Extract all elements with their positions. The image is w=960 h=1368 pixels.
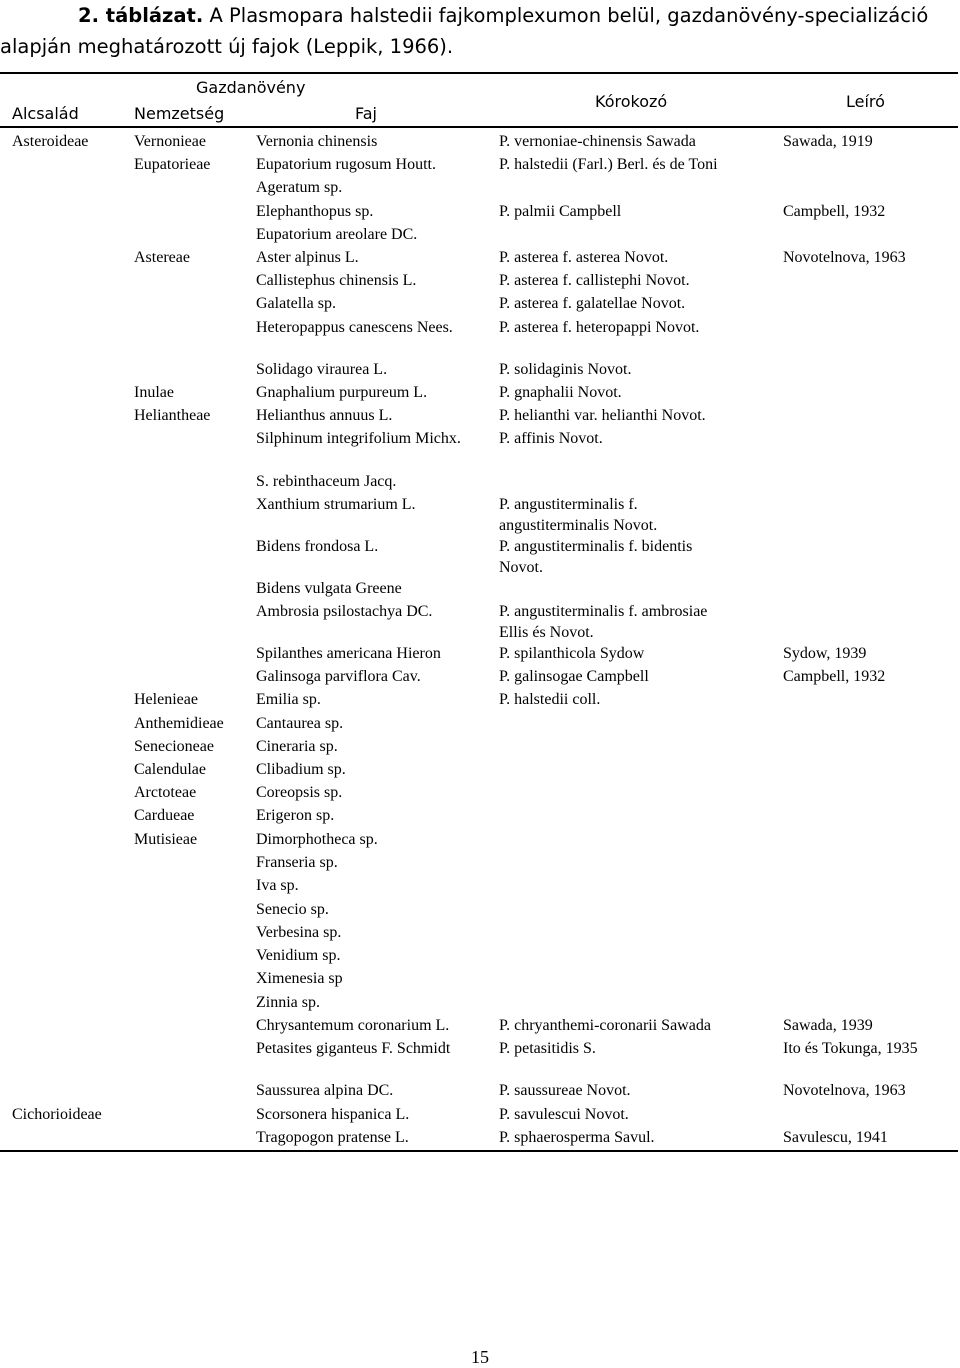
caption-line-1: A Plasmopara halstedii fajkomplexumon belül, gazdanövény-specializáció <box>209 4 929 27</box>
cell-korokozo: P. galinsogae Campbell <box>499 668 649 685</box>
cell-faj: Scorsonera hispanica L. <box>256 1106 410 1123</box>
cell-korokozo: P. asterea f. callistephi Novot. <box>499 272 690 289</box>
cell-nemzetseg: Arctoteae <box>134 784 197 801</box>
cell-nemzetseg: Calendulae <box>134 761 206 778</box>
cell-nemzetseg: Vernonieae <box>134 133 206 150</box>
cell-faj: S. rebinthaceum Jacq. <box>256 473 397 490</box>
cell-faj: Iva sp. <box>256 877 299 894</box>
cell-faj: Emilia sp. <box>256 691 321 708</box>
cell-faj: Solidago viraurea L. <box>256 361 388 378</box>
cell-faj: Eupatorium rugosum Houtt. <box>256 156 436 173</box>
cell-faj: Senecio sp. <box>256 901 329 918</box>
cell-faj: Vernonia chinensis <box>256 133 378 150</box>
top-rule <box>0 72 958 74</box>
cell-korokozo: P. palmii Campbell <box>499 203 622 220</box>
cell-korokozo: P. asterea f. heteropappi Novot. <box>499 319 700 336</box>
cell-nemzetseg: Astereae <box>134 249 190 266</box>
cell-korokozo: P. angustiterminalis f. bidentis Novot. <box>499 538 693 576</box>
cell-korokozo: P. sphaerosperma Savul. <box>499 1129 655 1146</box>
cell-nemzetseg: Heliantheae <box>134 407 211 424</box>
cell-alcsalad: Asteroideae <box>12 133 89 150</box>
cell-leiro: Novotelnova, 1963 <box>783 1082 906 1099</box>
cell-korokozo: P. petasitidis S. <box>499 1040 596 1057</box>
caption-line-2: alapján meghatározott új fajok (Leppik, 1966). <box>0 35 454 58</box>
cell-faj: Silphinum integrifolium Michx. <box>256 430 461 447</box>
cell-faj: Cantaurea sp. <box>256 715 344 732</box>
cell-faj: Spilanthes americana Hieron <box>256 645 441 662</box>
header-korokozo: Kórokozó <box>595 92 668 111</box>
cell-korokozo: P. gnaphalii Novot. <box>499 384 622 401</box>
header-alcsalad: Alcsalád <box>12 104 79 123</box>
cell-faj: Ximenesia sp <box>256 970 343 987</box>
cell-faj: Helianthus annuus L. <box>256 407 393 424</box>
cell-faj: Tragopogon pratense L. <box>256 1129 409 1146</box>
cell-faj: Erigeron sp. <box>256 807 335 824</box>
cell-nemzetseg: Senecioneae <box>134 738 214 755</box>
cell-faj: Petasites giganteus F. Schmidt <box>256 1040 451 1057</box>
cell-faj: Franseria sp. <box>256 854 338 871</box>
cell-nemzetseg: Helenieae <box>134 691 198 708</box>
cell-korokozo: P. angustiterminalis f. angustiterminalis Novot. <box>499 496 658 534</box>
cell-nemzetseg: Eupatorieae <box>134 156 211 173</box>
header-faj: Faj <box>355 104 377 123</box>
cell-faj: Saussurea alpina DC. <box>256 1082 394 1099</box>
cell-faj: Aster alpinus L. <box>256 249 359 266</box>
cell-faj: Clibadium sp. <box>256 761 346 778</box>
table-number: 2. táblázat. <box>78 4 204 27</box>
cell-nemzetseg: Cardueae <box>134 807 195 824</box>
cell-faj: Galinsoga parviflora Cav. <box>256 668 421 685</box>
cell-korokozo: P. saussureae Novot. <box>499 1082 631 1099</box>
page-number: 15 <box>471 1347 489 1367</box>
cell-korokozo: P. halstedii (Farl.) Berl. és de Toni <box>499 156 718 173</box>
cell-korokozo: P. spilanthicola Sydow <box>499 645 645 662</box>
cell-faj: Galatella sp. <box>256 295 336 312</box>
cell-korokozo: P. savulescui Novot. <box>499 1106 629 1123</box>
bottom-rule <box>0 1150 958 1152</box>
cell-faj: Eupatorium areolare DC. <box>256 226 418 243</box>
cell-korokozo: P. angustiterminalis f. ambrosiae Ellis és Novot. <box>499 603 708 641</box>
cell-faj: Cineraria sp. <box>256 738 338 755</box>
cell-leiro: Savulescu, 1941 <box>783 1129 888 1146</box>
cell-korokozo: P. helianthi var. helianthi Novot. <box>499 407 706 424</box>
header-nemzetseg: Nemzetség <box>134 104 225 123</box>
cell-leiro: Ito és Tokunga, 1935 <box>783 1040 918 1057</box>
cell-faj: Coreopsis sp. <box>256 784 343 801</box>
cell-korokozo: P. chryanthemi-coronarii Sawada <box>499 1017 711 1034</box>
cell-nemzetseg: Mutisieae <box>134 831 198 848</box>
cell-nemzetseg: Inulae <box>134 384 174 401</box>
cell-faj: Heteropappus canescens Nees. <box>256 319 453 336</box>
cell-faj: Bidens vulgata Greene <box>256 580 402 597</box>
cell-faj: Elephanthopus sp. <box>256 203 374 220</box>
cell-leiro: Campbell, 1932 <box>783 668 886 685</box>
cell-faj: Chrysantemum coronarium L. <box>256 1017 450 1034</box>
cell-nemzetseg: Anthemidieae <box>134 715 224 732</box>
cell-faj: Xanthium strumarium L. <box>256 496 416 513</box>
cell-leiro: Sawada, 1939 <box>783 1017 873 1034</box>
cell-korokozo: P. affinis Novot. <box>499 430 603 447</box>
cell-faj: Ambrosia psilostachya DC. <box>256 603 433 620</box>
cell-faj: Ageratum sp. <box>256 179 343 196</box>
cell-faj: Zinnia sp. <box>256 994 320 1011</box>
header-gazdanoveny: Gazdanövény <box>196 78 306 97</box>
cell-leiro: Sydow, 1939 <box>783 645 867 662</box>
cell-leiro: Sawada, 1919 <box>783 133 873 150</box>
cell-faj: Callistephus chinensis L. <box>256 272 417 289</box>
cell-faj: Dimorphotheca sp. <box>256 831 378 848</box>
cell-faj: Venidium sp. <box>256 947 341 964</box>
cell-korokozo: P. asterea f. asterea Novot. <box>499 249 669 266</box>
cell-korokozo: P. solidaginis Novot. <box>499 361 632 378</box>
cell-korokozo: P. halstedii coll. <box>499 691 601 708</box>
cell-faj: Gnaphalium purpureum L. <box>256 384 428 401</box>
cell-leiro: Campbell, 1932 <box>783 203 886 220</box>
cell-faj: Verbesina sp. <box>256 924 342 941</box>
header-rule <box>0 126 958 128</box>
cell-leiro: Novotelnova, 1963 <box>783 249 906 266</box>
cell-alcsalad: Cichorioideae <box>12 1106 102 1123</box>
table-caption <box>0 0 948 62</box>
header-leiro: Leíró <box>846 92 885 111</box>
cell-korokozo: P. asterea f. galatellae Novot. <box>499 295 686 312</box>
cell-faj: Bidens frondosa L. <box>256 538 379 555</box>
cell-korokozo: P. vernoniae-chinensis Sawada <box>499 133 696 150</box>
